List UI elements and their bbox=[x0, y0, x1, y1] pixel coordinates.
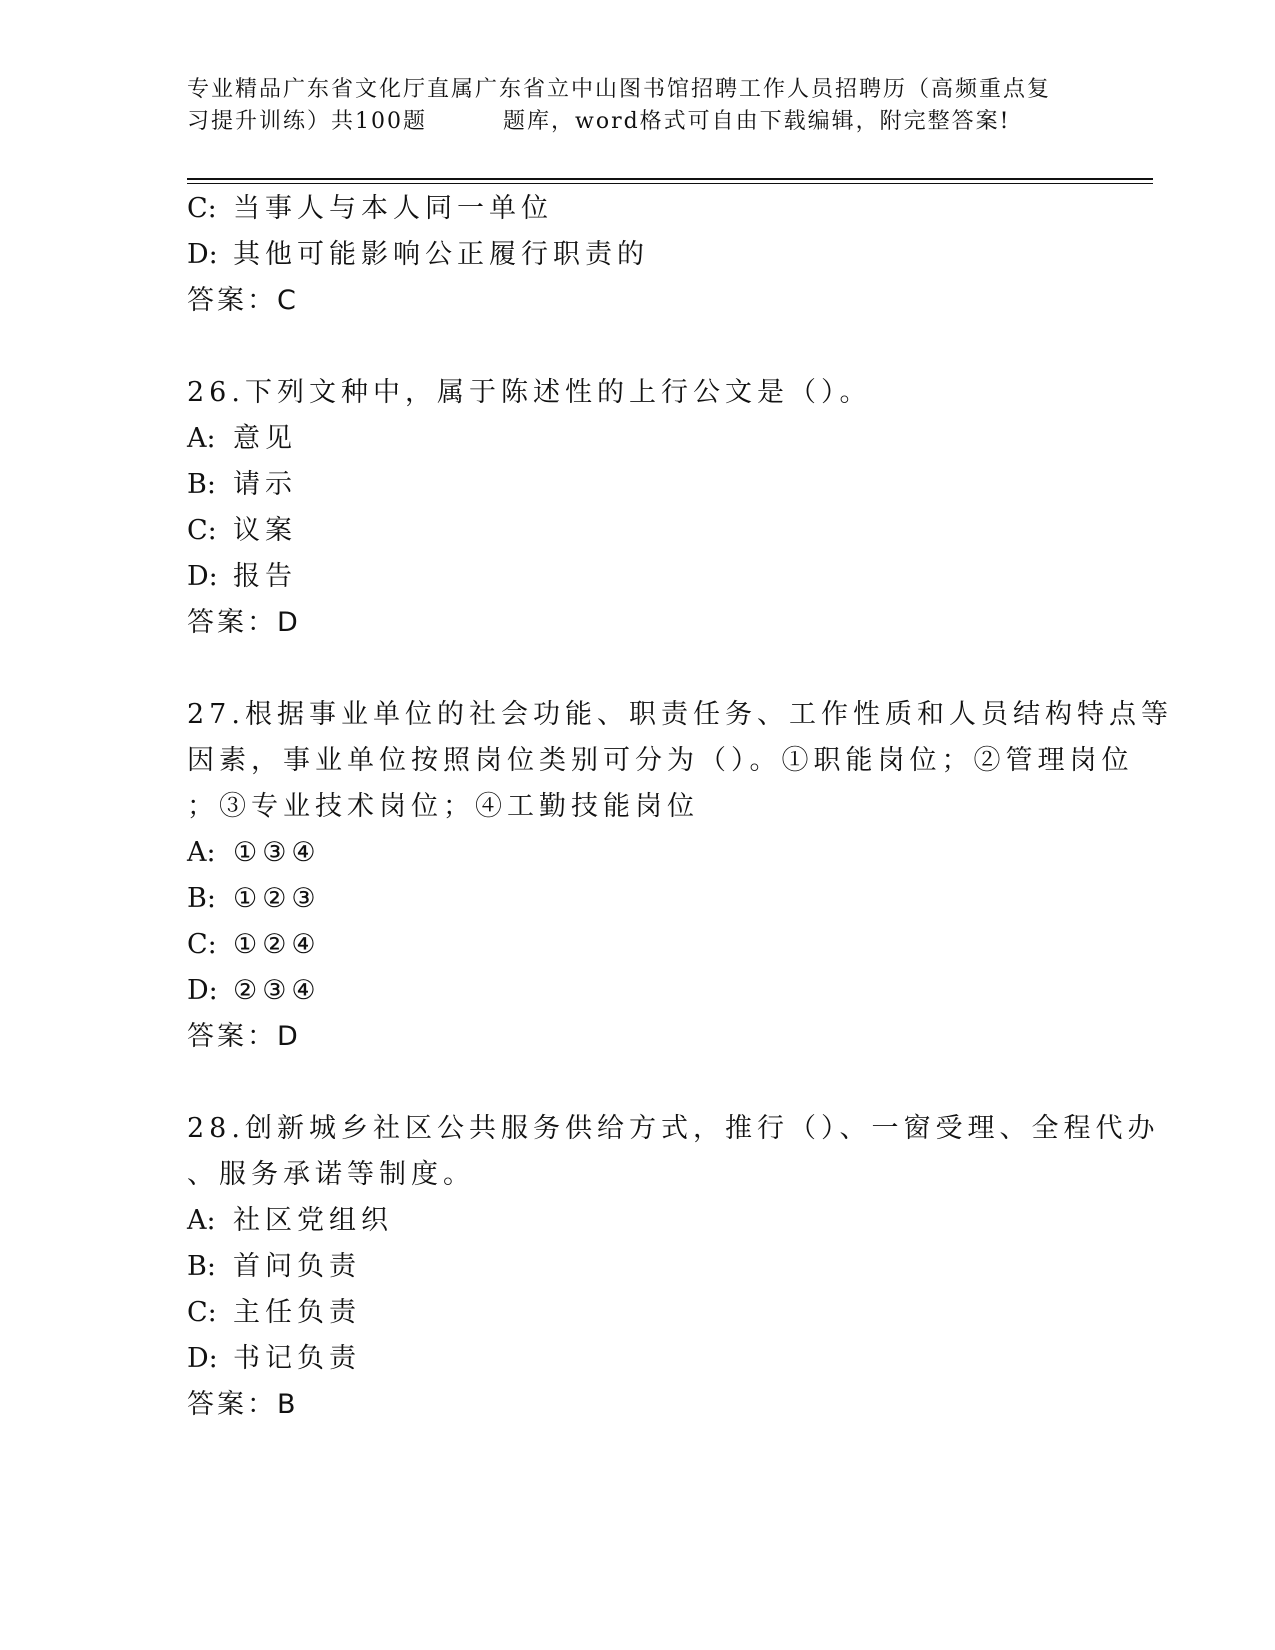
option-row bbox=[187, 1336, 1087, 1382]
option-row bbox=[187, 508, 1087, 554]
option-key: C: bbox=[187, 515, 217, 546]
option-row bbox=[187, 830, 1087, 876]
option-key: D: bbox=[187, 561, 218, 592]
option-key: B: bbox=[187, 883, 216, 914]
option-row bbox=[187, 462, 1087, 508]
header-title-line-1: 专业精品广东省文化厅直属广东省立中山图书馆招聘工作人员招聘历（高频重点复 bbox=[187, 77, 1052, 102]
option-row bbox=[187, 922, 1087, 968]
answer-line: 答案：C bbox=[187, 285, 299, 316]
page-header bbox=[187, 74, 1087, 138]
option-row bbox=[187, 554, 1087, 600]
option-row bbox=[187, 232, 1087, 278]
header-title-part-2: 题库，word格式可自由下载编辑，附完整答案! bbox=[503, 109, 1011, 134]
question-list bbox=[187, 186, 1173, 1428]
option-text: 社区党组织 bbox=[233, 1205, 393, 1236]
option-text: 请示 bbox=[233, 469, 297, 500]
option-text: 议案 bbox=[233, 515, 297, 546]
question-block bbox=[187, 370, 1087, 646]
question-block bbox=[187, 186, 1087, 324]
option-text: 主任负责 bbox=[233, 1297, 361, 1328]
question-block bbox=[187, 1106, 1160, 1428]
option-row bbox=[187, 876, 1087, 922]
option-key: B: bbox=[187, 1251, 216, 1282]
option-text: ②③④ bbox=[233, 975, 321, 1006]
option-key: B: bbox=[187, 469, 216, 500]
option-text: ①②③ bbox=[233, 883, 321, 914]
option-key: D: bbox=[187, 975, 218, 1006]
question-stem-line: 、服务承诺等制度。 bbox=[187, 1159, 475, 1190]
option-key: D: bbox=[187, 1343, 218, 1374]
option-key: A: bbox=[187, 423, 216, 454]
option-key: A: bbox=[187, 1205, 216, 1236]
question-stem-line: 28.创新城乡社区公共服务供给方式，推行（）、一窗受理、全程代办 bbox=[187, 1113, 1160, 1144]
option-row bbox=[187, 416, 1087, 462]
header-title-line-2 bbox=[187, 106, 1087, 138]
question-stem-line: 26.下列文种中，属于陈述性的上行公文是（）。 bbox=[187, 377, 872, 408]
option-key: C: bbox=[187, 1297, 217, 1328]
option-row bbox=[187, 1198, 1087, 1244]
option-text: 意见 bbox=[233, 423, 297, 454]
question-stem-line: 27.根据事业单位的社会功能、职责任务、工作性质和人员结构特点等 bbox=[187, 699, 1173, 730]
question-stem-line: 因素，事业单位按照岗位类别可分为（）。①职能岗位；②管理岗位 bbox=[187, 745, 1134, 776]
option-key: C: bbox=[187, 929, 217, 960]
question-block bbox=[187, 692, 1173, 1060]
option-text: ①②④ bbox=[233, 929, 321, 960]
option-key: C: bbox=[187, 193, 217, 224]
answer-line: 答案：D bbox=[187, 607, 301, 638]
answer-line: 答案：D bbox=[187, 1021, 301, 1052]
option-text: 报告 bbox=[233, 561, 297, 592]
option-text: 当事人与本人同一单位 bbox=[233, 193, 553, 224]
option-text: 首问负责 bbox=[233, 1251, 361, 1282]
question-stem-line: ；③专业技术岗位；④工勤技能岗位 bbox=[187, 791, 699, 822]
option-row bbox=[187, 186, 1087, 232]
option-text: 其他可能影响公正履行职责的 bbox=[233, 239, 649, 270]
header-rule-thick bbox=[187, 178, 1153, 180]
option-row bbox=[187, 968, 1087, 1014]
header-rule-thin bbox=[187, 183, 1153, 184]
option-text: 书记负责 bbox=[233, 1343, 361, 1374]
header-title-part-1: 习提升训练）共100题 bbox=[187, 109, 427, 134]
option-key: A: bbox=[187, 837, 216, 868]
option-text: ①③④ bbox=[233, 837, 321, 868]
answer-line: 答案：B bbox=[187, 1389, 299, 1420]
option-row bbox=[187, 1290, 1087, 1336]
option-row bbox=[187, 1244, 1087, 1290]
option-key: D: bbox=[187, 239, 218, 270]
